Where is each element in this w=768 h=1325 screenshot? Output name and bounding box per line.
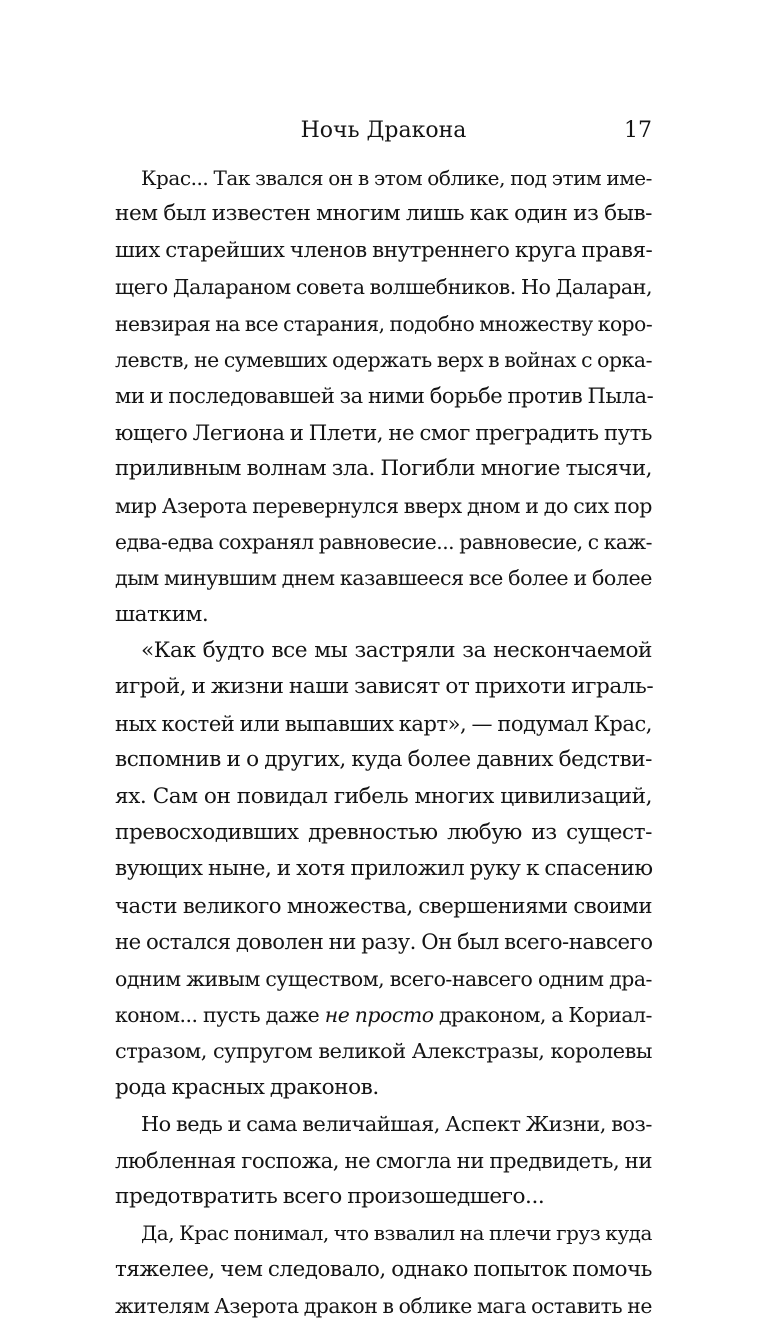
- text-line: превосходивших древностью любую из сущест-: [115, 820, 652, 846]
- text-line: жителям Азерота дракон в облике мага оставить не: [115, 1294, 652, 1319]
- text-line: ших старейших членов внутреннего круга правя-: [115, 237, 653, 263]
- body-text: [115, 160, 652, 1325]
- text-line: вспомнив и о других, куда более давних бедстви-: [115, 747, 652, 773]
- text-line: Но ведь и сама величайшая, Аспект Жизни, воз-: [141, 1112, 652, 1137]
- text-line: едва-едва сохранял равновесие... равновесие, с каж-: [115, 529, 652, 554]
- book-page: [115, 0, 654, 1319]
- text-line: предотвратить всего произошедшего...: [115, 1183, 545, 1209]
- text-line: стразом, супругом великой Алекстразы, королевы: [115, 1039, 652, 1064]
- page-number: 17: [624, 118, 652, 143]
- text-line: «Как будто все мы застряли за нескончаемой: [141, 638, 652, 664]
- text-line: одним живым существом, всего-навсего одним дра-: [115, 966, 652, 991]
- text-line: нем был известен многим лишь как один из быв-: [115, 201, 652, 227]
- text-line: невзирая на все старания, подобно множеству коро-: [115, 311, 653, 336]
- text-line: ми и последовавшей за ними борьбе против Пыла-: [115, 384, 654, 409]
- text-line: вующих ныне, и хотя приложил руку к спасению: [115, 856, 653, 882]
- text-line: части великого множества, свершениями своими: [115, 892, 652, 918]
- text-line: щего Даларaном совета волшебников. Но Даларан,: [115, 275, 653, 300]
- text-line: не остался доволен ни разу. Он был всего-навсего: [115, 929, 653, 955]
- text-line: ющего Легиона и Плети, не смог преградить путь: [115, 419, 652, 445]
- text-line: ях. Сам он повидал гибель многих цивилизаций,: [115, 783, 652, 809]
- book-title: Ночь Дракона: [300, 118, 467, 143]
- running-head: [115, 116, 652, 146]
- text-line: Да, Крас понимал, что взвалил на плечи груз куда: [141, 1221, 652, 1246]
- text-line: приливным волнам зла. Погибли многие тысячи,: [115, 456, 652, 482]
- text-line: шатким.: [115, 601, 209, 627]
- text-line: тяжелее, чем следовало, однако попыток помочь: [115, 1256, 652, 1282]
- text-line: любленная госпожа, не смогла ни предвидеть, ни: [115, 1147, 652, 1173]
- text-run: коном... пусть даже: [115, 1002, 325, 1027]
- italic-emphasis: не просто: [324, 1002, 434, 1027]
- text-line: дым минувшим днем казавшееся все более и более: [115, 566, 652, 591]
- text-line: мир Азерота перевернулся вверх дном и до сих пор: [115, 493, 652, 518]
- text-run: драконом, а Кориал-: [433, 1002, 652, 1027]
- text-line: игрой, и жизни наши зависят от прихоти играль-: [115, 674, 654, 700]
- text-line: левств, не сумевших одержать верх в войнах с орка-: [115, 347, 653, 372]
- text-line-with-italic: [115, 997, 652, 1033]
- text-line: Крас... Так звался он в этом облике, под этим име-: [141, 166, 652, 190]
- text-line: рода красных драконов.: [115, 1074, 379, 1100]
- text-line: ных костей или выпавших карт», — подумал Крас,: [115, 711, 652, 736]
